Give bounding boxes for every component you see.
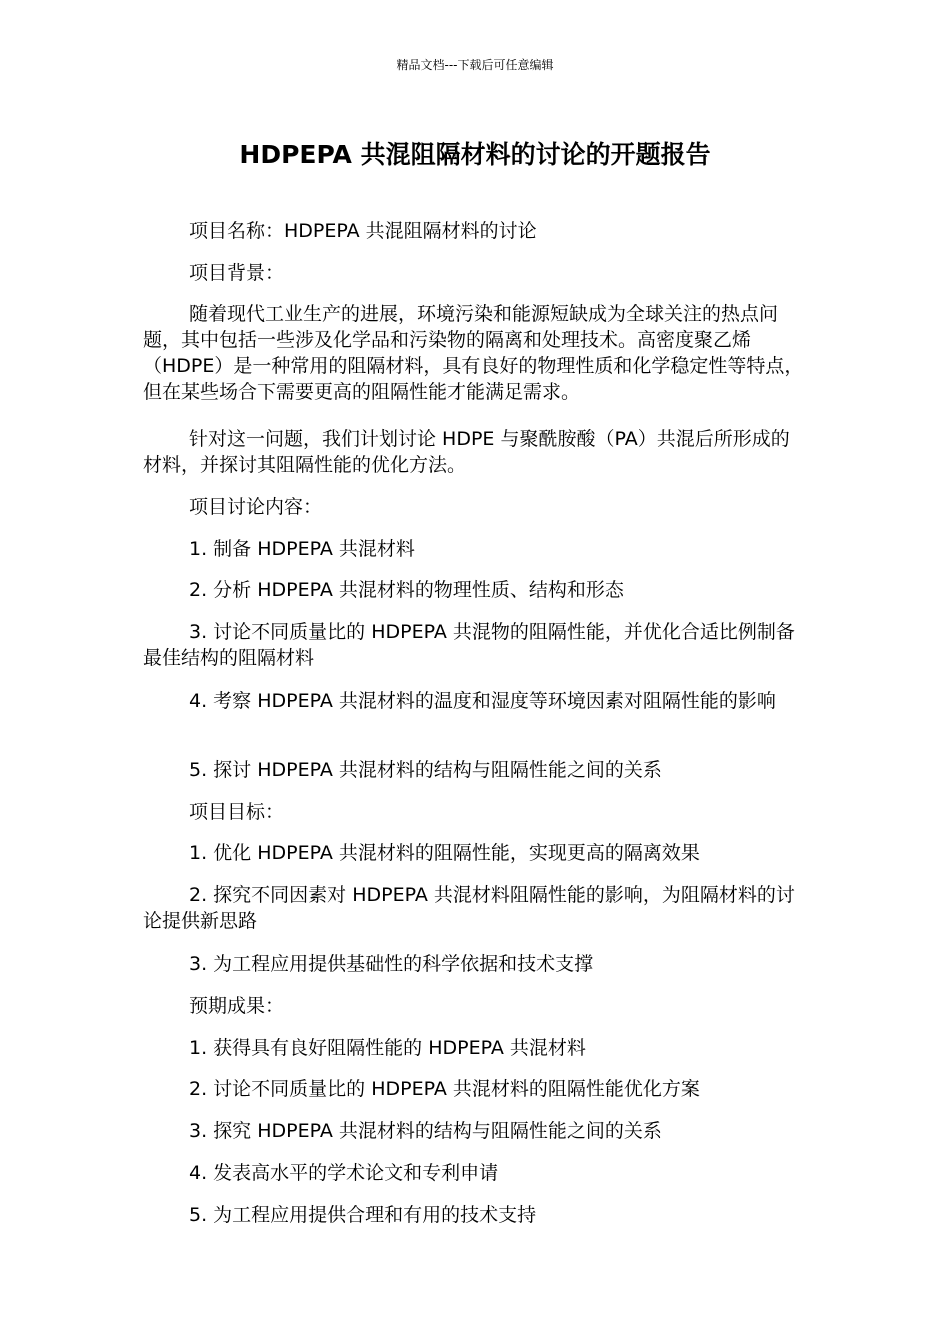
list-item: 3. 探究 HDPEPA 共混材料的结构与阻隔性能之间的关系	[189, 1120, 662, 1142]
background-heading: 项目背景：	[189, 262, 285, 284]
list-item: 5. 探讨 HDPEPA 共混材料的结构与阻隔性能之间的关系	[189, 759, 662, 781]
list-item: 2. 探究不同因素对 HDPEPA 共混材料阻隔性能的影响，为阻隔材料的讨论提供新思路	[143, 884, 795, 932]
document-title: HDPEPA 共混阻隔材料的讨论的开题报告	[239, 140, 711, 169]
results-heading: 预期成果：	[189, 995, 285, 1017]
list-item: 4. 发表高水平的学术论文和专利申请	[189, 1162, 499, 1184]
list-item: 1. 获得具有良好阻隔性能的 HDPEPA 共混材料	[189, 1037, 586, 1059]
background-paragraph: 随着现代工业生产的进展，环境污染和能源短缺成为全球关注的热点问题，其中包括一些涉及化学品和污染物的隔离和处理技术。高密度聚乙烯（HDPE）是一种常用的阻隔材料，具有良好的物理性质和化学稳定性等特点，但在某些场合下需要更高的阻隔性能才能满足需求。	[143, 303, 804, 403]
goals-heading: 项目目标：	[189, 801, 285, 823]
list-item: 1. 优化 HDPEPA 共混材料的阻隔性能，实现更高的隔离效果	[189, 842, 700, 864]
list-item: 3. 为工程应用提供基础性的科学依据和技术支撑	[189, 953, 594, 975]
list-item: 2. 讨论不同质量比的 HDPEPA 共混材料的阻隔性能优化方案	[189, 1078, 700, 1100]
header-note: 精品文档---下载后可任意编辑	[396, 58, 554, 72]
list-item: 2. 分析 HDPEPA 共混材料的物理性质、结构和形态	[189, 579, 624, 601]
list-item: 5. 为工程应用提供合理和有用的技术支持	[189, 1204, 537, 1226]
list-item: 1. 制备 HDPEPA 共混材料	[189, 538, 415, 560]
project-name-line: 项目名称：HDPEPA 共混阻隔材料的讨论	[189, 220, 537, 242]
list-item: 3. 讨论不同质量比的 HDPEPA 共混物的阻隔性能，并优化合适比例制备最佳结构的阻隔材料	[143, 621, 795, 669]
list-item: 4. 考察 HDPEPA 共混材料的温度和湿度等环境因素对阻隔性能的影响	[189, 690, 776, 712]
problem-paragraph: 针对这一问题，我们计划讨论 HDPE 与聚酰胺酸（PA）共混后所形成的材料，并探讨其阻隔性能的优化方法。	[143, 428, 790, 476]
content-heading: 项目讨论内容：	[189, 496, 323, 518]
